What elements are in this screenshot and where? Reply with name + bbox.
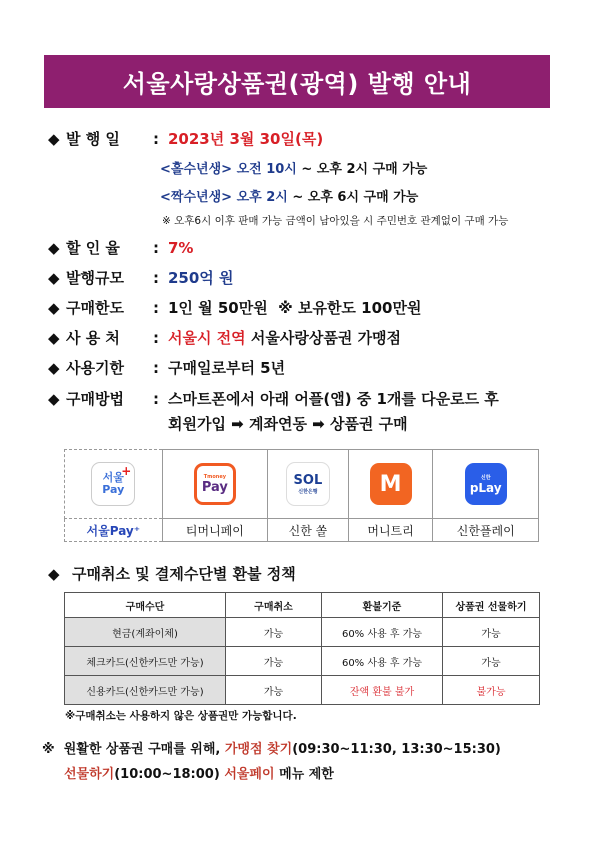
app-name-moneytree: 머니트리 <box>348 519 433 542</box>
bullet-icon: ◆ <box>48 390 60 408</box>
table-row <box>65 676 540 705</box>
usage-label: 사 용 처 <box>66 329 120 347</box>
table-cell: 60% 사용 후 가능 <box>322 647 443 676</box>
app-shinhan-play[interactable] <box>433 450 539 519</box>
method-line1: 스마트폰에서 아래 어플(앱) 중 1개를 다운로드 후 <box>168 390 499 408</box>
refund-footnote: ※구매취소는 사용하지 않은 상품권만 가능합니다. <box>65 710 297 722</box>
table-cell: 현금(계좌이체) <box>65 618 226 647</box>
issue-date-value: 2023년 3월 30일(목) <box>168 130 324 148</box>
issue-note: ※ 오후6시 이후 판매 가능 금액이 남아있을 시 주민번호 관계없이 구매 가능 <box>162 215 509 227</box>
table-cell: 가능 <box>226 676 322 705</box>
table-cell: 체크카드(신한카드만 가능) <box>65 647 226 676</box>
refund-table <box>64 592 540 705</box>
table-cell: 신용카드(신한카드만 가능) <box>65 676 226 705</box>
table-cell: 잔액 환불 불가 <box>322 676 443 705</box>
notice-store-finder: 가맹점 찾기 <box>224 742 293 757</box>
seoul-pay-icon-text: 서울 Pay <box>102 470 125 496</box>
notice-gift-time: (10:00~18:00) <box>114 767 220 782</box>
shinhan-sol-icon-text: SOL <box>293 473 323 488</box>
app-name-shinhan-sol: 신한 쏠 <box>268 519 349 542</box>
limit-value: 1인 월 50만원 ※ 보유한도 100만원 <box>168 299 422 317</box>
refund-header: 구매수단 <box>65 593 226 618</box>
even-year-group: <짝수년생> <box>160 190 233 205</box>
table-row <box>65 647 540 676</box>
colon: : <box>153 359 159 377</box>
usage-row <box>48 327 401 348</box>
odd-year-schedule <box>160 158 427 177</box>
tmoney-pay-icon: Tmoney Pay <box>194 463 236 505</box>
bullet-icon: ◆ <box>48 359 60 377</box>
refund-header: 상품권 선물하기 <box>443 593 540 618</box>
odd-year-group: <홀수년생> <box>160 162 233 177</box>
shinhan-sol-icon: SOL 신한은행 <box>286 462 330 506</box>
bottom-notice-line1 <box>42 738 501 757</box>
bullet-icon: ◆ <box>48 269 60 287</box>
usage-store: 서울사랑상품권 가맹점 <box>250 329 402 347</box>
table-cell: 가능 <box>226 647 322 676</box>
app-shinhan-sol[interactable] <box>268 450 349 519</box>
bullet-icon: ◆ <box>48 239 60 257</box>
colon: : <box>153 299 159 317</box>
colon: : <box>153 329 159 347</box>
bullet-icon: ◆ <box>48 565 60 583</box>
refund-title-row <box>48 563 296 584</box>
app-name-seoul-pay: 서울Pay⁺ <box>65 519 163 542</box>
app-list <box>64 449 539 542</box>
notice-seoul-pay: 서울페이 <box>224 767 275 782</box>
bullet-icon: ◆ <box>48 299 60 317</box>
app-name-shinhan-play: 신한플레이 <box>433 519 539 542</box>
moneytree-icon <box>370 463 412 505</box>
table-cell: 가능 <box>443 618 540 647</box>
issue-date-label: 발 행 일 <box>66 130 120 148</box>
bullet-icon: ◆ <box>48 130 60 148</box>
table-cell: 가능 <box>443 647 540 676</box>
method-row <box>48 388 499 409</box>
period-row <box>48 357 285 378</box>
page-title: 서울사랑상품권(광역) 발행 안내 <box>44 55 550 108</box>
notice-limit: 메뉴 제한 <box>279 767 334 782</box>
bottom-notice-line2 <box>64 763 334 782</box>
discount-value: 7% <box>168 239 194 257</box>
odd-year-rest: ~ 오후 2시 구매 가능 <box>301 162 428 177</box>
colon: : <box>153 130 159 148</box>
method-label: 구매방법 <box>66 390 124 408</box>
app-name-tmoney-pay: 티머니페이 <box>162 519 268 542</box>
period-value: 구매일로부터 5년 <box>168 359 286 377</box>
moneytree-icon-text: M <box>379 471 402 497</box>
notice-mark: ※ <box>42 742 55 757</box>
app-seoul-pay[interactable] <box>65 450 163 519</box>
bullet-icon: ◆ <box>48 329 60 347</box>
limit-label: 구매한도 <box>66 299 124 317</box>
limit-row <box>48 297 421 318</box>
even-year-schedule <box>160 186 418 205</box>
colon: : <box>153 269 159 287</box>
even-year-rest: ~ 오후 6시 구매 가능 <box>292 190 419 205</box>
notice-text: 원활한 상품권 구매를 위해, <box>63 742 221 757</box>
scale-row <box>48 267 234 288</box>
table-row <box>65 618 540 647</box>
method-line2: 회원가입 ➡ 계좌연동 ➡ 상품권 구매 <box>168 415 408 433</box>
notice-time: (09:30~11:30, 13:30~15:30) <box>292 742 501 757</box>
refund-header: 환불기준 <box>322 593 443 618</box>
table-cell: 불가능 <box>443 676 540 705</box>
table-cell: 60% 사용 후 가능 <box>322 618 443 647</box>
odd-year-time: 오전 10시 <box>236 162 297 177</box>
seoul-pay-icon: 서울 Pay + <box>91 462 135 506</box>
refund-header: 구매취소 <box>226 593 322 618</box>
tmoney-pay-icon-text: Pay <box>201 479 228 495</box>
usage-area: 서울시 전역 <box>168 329 246 347</box>
refund-title: 구매취소 및 결제수단별 환불 정책 <box>72 565 296 583</box>
scale-value: 250억 원 <box>168 269 234 287</box>
discount-label: 할 인 율 <box>66 239 120 257</box>
table-cell: 가능 <box>226 618 322 647</box>
scale-label: 발행규모 <box>66 269 124 287</box>
shinhan-play-icon: 신한 pLay <box>465 463 507 505</box>
shinhan-play-icon-text: pLay <box>469 480 502 495</box>
colon: : <box>153 239 159 257</box>
discount-row <box>48 237 193 258</box>
app-tmoney-pay[interactable] <box>162 450 268 519</box>
app-moneytree[interactable] <box>348 450 433 519</box>
issue-date-row <box>48 128 323 149</box>
colon: : <box>153 390 159 408</box>
even-year-time: 오후 2시 <box>236 190 288 205</box>
period-label: 사용기한 <box>66 359 124 377</box>
notice-gift: 선물하기 <box>64 767 115 782</box>
